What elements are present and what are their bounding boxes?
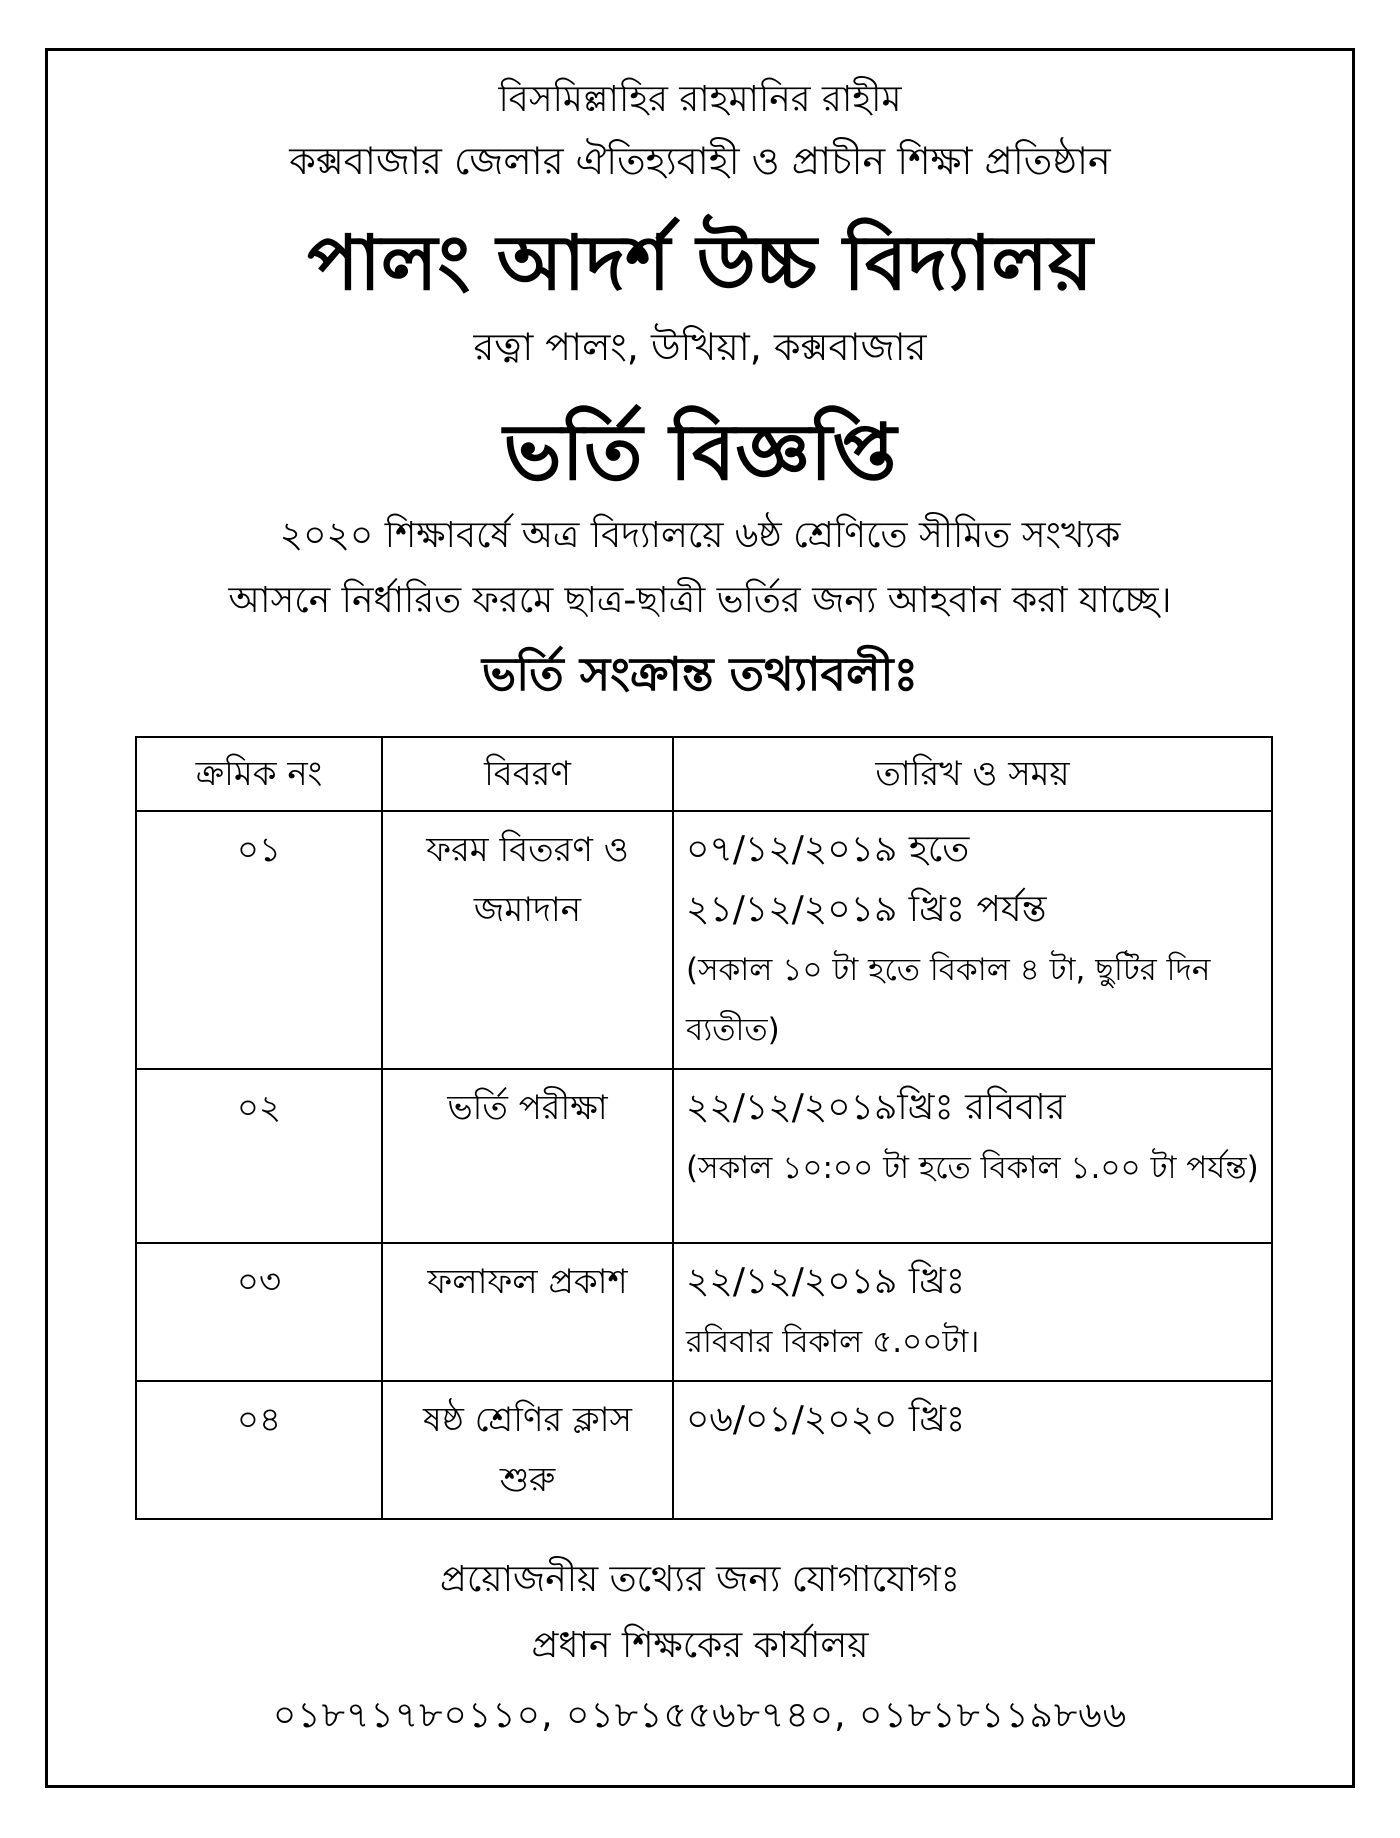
header-description: বিবরণ [382, 737, 673, 811]
date-note: (সকাল ১০ টা হতে বিকাল ৪ টা, ছুটির দিন ব্যতীত) [686, 952, 1211, 1048]
admission-info-heading: ভর্তি সংক্রান্ত তথ্যাবলীঃ [481, 647, 919, 701]
institution-tagline: কক্সবাজার জেলার ঐতিহ্যবাহী ও প্রাচীন শিক্ষা প্রতিষ্ঠান [289, 139, 1111, 183]
row-description: ফরম বিতরণ ও জমাদান [382, 811, 673, 1069]
contact-phone-numbers: ০১৮৭১৭৮০১১০, ০১৮১৫৫৬৮৭৪০, ০১৮১৮১১৯৮৬৬ [272, 1695, 1128, 1736]
admission-schedule-table [135, 736, 1273, 1520]
header-date-time: তারিখ ও সময় [673, 737, 1272, 811]
date-line: ০৭/১২/২০১৯ হতে [686, 829, 970, 870]
row-serial: ০২ [136, 1069, 382, 1243]
notice-intro-line-2: আসনে নির্ধারিত ফরমে ছাত্র-ছাত্রী ভর্তির জন্য আহবান করা যাচ্ছে। [228, 580, 1172, 621]
date-note: রবিবার বিকাল ৫.০০টা। [686, 1324, 980, 1360]
notice-intro-line-1: ২০২০ শিক্ষাবর্ষে অত্র বিদ্যালয়ে ৬ষ্ঠ শ্রেণিতে সীমিত সংখ্যক [279, 515, 1121, 556]
row-serial: ০৪ [136, 1381, 382, 1519]
date-line: ২২/১২/২০১৯খ্রিঃ রবিবার [686, 1087, 1066, 1128]
row-serial: ০১ [136, 811, 382, 1069]
row-date-time [673, 1381, 1272, 1519]
row-date-time [673, 811, 1272, 1069]
bismillah-text: বিসমিল্লাহির রাহমানির রাহীম [498, 79, 902, 120]
row-serial: ০৩ [136, 1243, 382, 1381]
row-description: ভর্তি পরীক্ষা [382, 1069, 673, 1243]
table-header-row [136, 737, 1272, 811]
header-serial: ক্রমিক নং [136, 737, 382, 811]
contact-office: প্রধান শিক্ষকের কার্যালয় [531, 1625, 869, 1666]
table-row [136, 1381, 1272, 1519]
row-date-time [673, 1243, 1272, 1381]
notice-title: ভর্তি বিজ্ঞপ্তি [503, 408, 897, 498]
row-date-time [673, 1069, 1272, 1243]
school-address: রত্না পালং, উখিয়া, কক্সবাজার [473, 325, 927, 369]
date-note: (সকাল ১০:০০ টা হতে বিকাল ১.০০ টা পর্যন্ত) [686, 1150, 1259, 1186]
date-line: ২১/১২/২০১৯ খ্রিঃ পর্যন্ত [686, 889, 1047, 930]
date-line: ০৬/০১/২০২০ খ্রিঃ [686, 1399, 966, 1440]
table-row [136, 1069, 1272, 1243]
school-name: পালং আদর্শ উচ্চ বিদ্যালয় [307, 218, 1093, 307]
table-row [136, 1243, 1272, 1381]
table-row [136, 811, 1272, 1069]
contact-label: প্রয়োজনীয় তথ্যের জন্য যোগাযোগঃ [440, 1559, 960, 1600]
row-description: ফলাফল প্রকাশ [382, 1243, 673, 1381]
row-description: ষষ্ঠ শ্রেণির ক্লাস শুরু [382, 1381, 673, 1519]
date-line: ২২/১২/২০১৯ খ্রিঃ [686, 1261, 966, 1302]
